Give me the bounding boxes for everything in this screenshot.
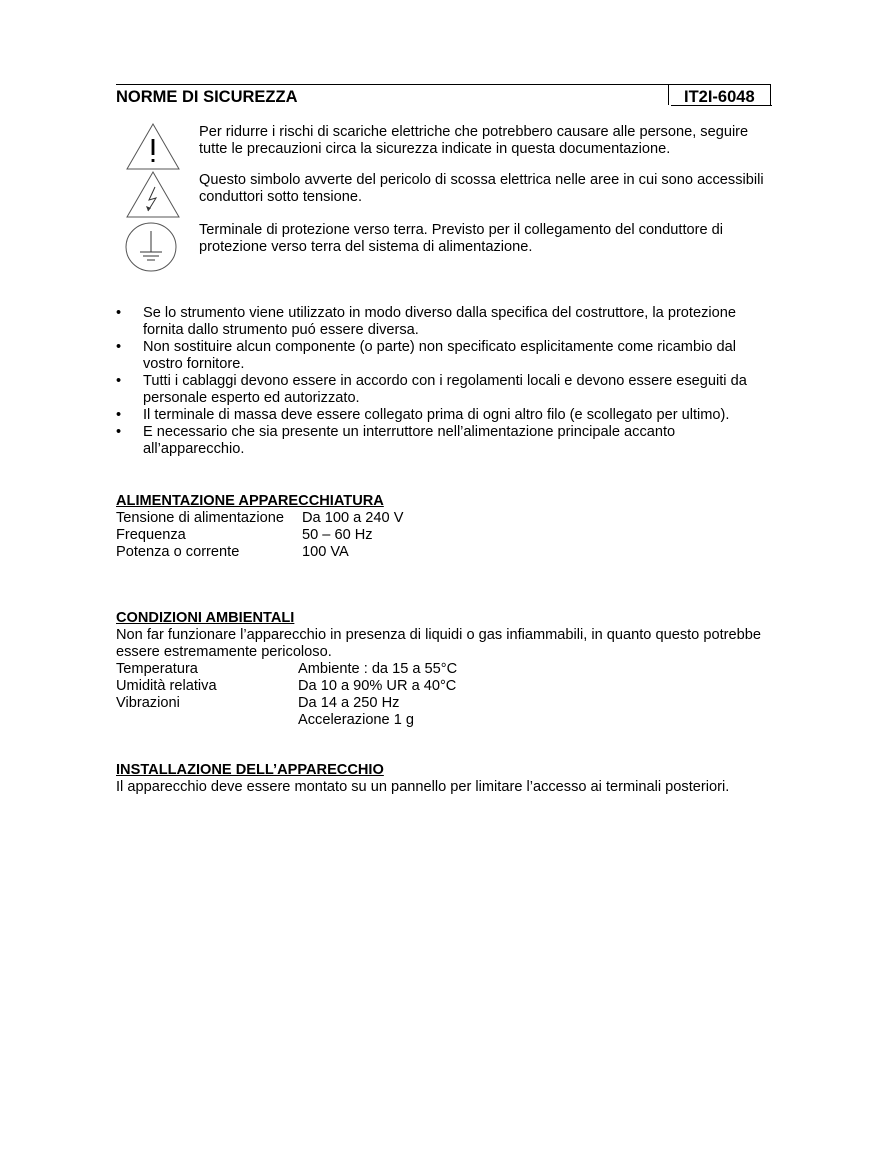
bullet-marker: • xyxy=(116,373,122,389)
bullet-text: Non sostituire alcun componente (o parte) non specificato esplicitamente come ricambio dal vostro fornitore. xyxy=(143,339,736,372)
bullet-text: Tutti i cablaggi devono essere in accordo con i regolamenti locali e devono essere eseguiti da personale esperto ed autorizzato. xyxy=(143,373,747,406)
spec-value: 50 – 60 Hz xyxy=(302,527,373,543)
spec-value: Accelerazione 1 g xyxy=(298,712,415,728)
bullet-marker: • xyxy=(116,407,122,423)
spec-value: Ambiente : da 15 a 55°C xyxy=(298,661,458,677)
list-item xyxy=(116,305,776,339)
spec-value: Da 100 a 240 V xyxy=(302,510,404,526)
warning-triangle-icon xyxy=(125,122,181,172)
bullet-marker: • xyxy=(116,339,122,355)
list-item xyxy=(116,424,776,458)
spec-row xyxy=(116,695,776,712)
bullet-marker: • xyxy=(116,424,122,440)
spec-value: Da 14 a 250 Hz xyxy=(298,695,400,711)
spec-label: Temperatura xyxy=(116,661,198,677)
spec-row xyxy=(116,712,776,729)
spec-label: Frequenza xyxy=(116,527,186,543)
list-item xyxy=(116,373,776,407)
installation-text: Il apparecchio deve essere montato su un pannello per limitare l’accesso ai terminali posteriori. xyxy=(116,779,730,795)
bullet-marker: • xyxy=(116,305,122,321)
bullet-text: Se lo strumento viene utilizzato in modo diverso dalla specifica del costruttore, la protezione fornita dallo strumento puó essere diversa. xyxy=(143,305,736,338)
spec-label: Tensione di alimentazione xyxy=(116,510,284,526)
document-code: IT2I-6048 xyxy=(684,88,755,106)
environment-text: Non far funzionare l’apparecchio in presenza di liquidi o gas infiammabili, in quanto questo potrebbe essere estremamente pericoloso. xyxy=(116,627,761,660)
symbol-text-ground: Terminale di protezione verso terra. Previsto per il collegamento del conduttore di protezione verso terra del sistema di alimentazione. xyxy=(199,222,724,255)
ground-terminal-icon xyxy=(125,222,179,272)
spec-row xyxy=(116,510,776,527)
environment-section-title: CONDIZIONI AMBIENTALI xyxy=(116,610,295,626)
bullet-text: Il terminale di massa deve essere collegato prima di ogni altro filo (e scollegato per ultimo). xyxy=(143,407,730,423)
safety-bullet-list xyxy=(116,305,776,458)
power-section-title: ALIMENTAZIONE APPARECCHIATURA xyxy=(116,493,384,509)
electric-shock-icon xyxy=(125,170,181,220)
list-item xyxy=(116,407,776,424)
page-title: NORME DI SICUREZZA xyxy=(116,88,298,106)
spec-label: Potenza o corrente xyxy=(116,544,240,560)
bullet-text: E necessario che sia presente un interruttore nell’alimentazione principale accanto all’apparecchio. xyxy=(143,424,676,457)
symbol-text-warning: Per ridurre i rischi di scariche elettriche che potrebbero causare alle persone, seguire tutte le precauzioni circa la sicurezza indicate in questa documentazione. xyxy=(199,124,749,157)
spec-row xyxy=(116,678,776,695)
spec-label: Umidità relativa xyxy=(116,678,217,694)
installation-section-title: INSTALLAZIONE DELL’APPARECCHIO xyxy=(116,762,384,778)
spec-label: Vibrazioni xyxy=(116,695,180,711)
list-item xyxy=(116,339,776,373)
symbol-text-shock: Questo simbolo avverte del pericolo di scossa elettrica nelle aree in cui sono accessibili conduttori sotto tensione. xyxy=(199,172,764,205)
spec-row xyxy=(116,544,776,561)
spec-row xyxy=(116,527,776,544)
spec-value: 100 VA xyxy=(302,544,349,560)
spec-row xyxy=(116,661,776,678)
header-rule xyxy=(116,84,668,85)
spec-value: Da 10 a 90% UR a 40°C xyxy=(298,678,457,694)
